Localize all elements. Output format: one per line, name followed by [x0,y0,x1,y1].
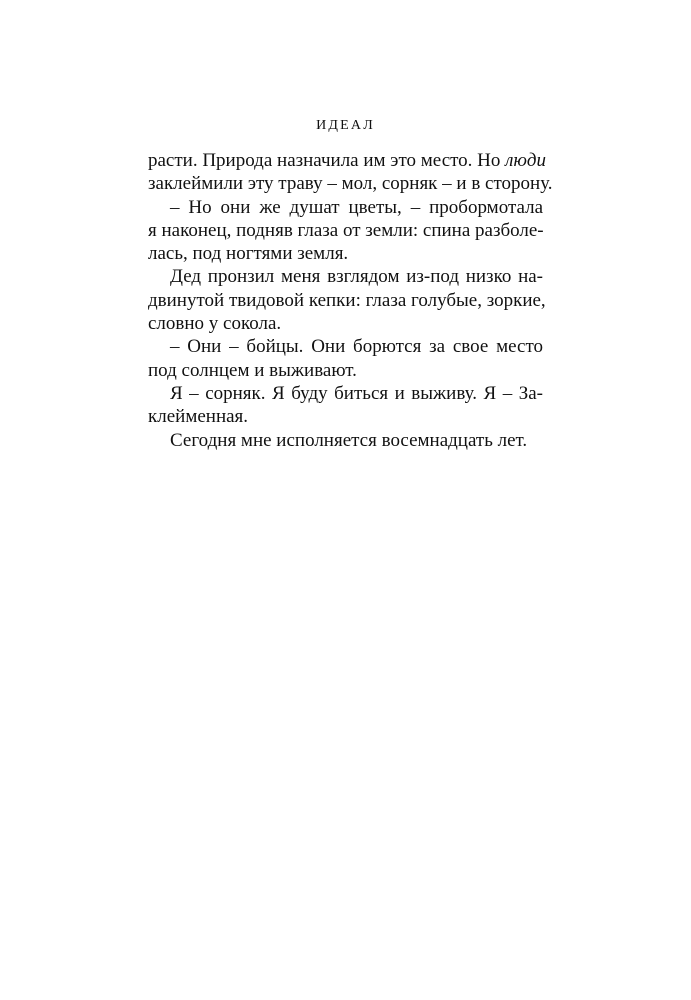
text-line-9: – Они – бойцы. Они борются за свое место [170,336,543,358]
text-line-6: Дед пронзил меня взглядом из-под низко на- [170,266,543,288]
body-text [148,149,553,452]
text-line-10: под солнцем и выживают. [148,359,357,381]
text-line-2: заклеймили эту траву – мол, сорняк – и в сторону. [148,173,553,195]
text-line-1-italic: люди [505,150,546,171]
text-line-1 [148,149,546,172]
text-line-12: клейменная. [148,406,249,428]
text-line-8: словно у сокола. [148,313,282,335]
text-line-13: Сегодня мне исполняется восемнадцать лет. [170,429,528,451]
text-line-4: я наконец, подняв глаза от земли: спина разболе- [148,219,544,241]
text-line-3: – Но они же душат цветы, – пробормотала [170,196,543,218]
text-line-5: лась, под ногтями земля. [148,243,349,265]
text-line-1-main: расти. Природа назначила им это место. Но [148,150,501,171]
text-line-11: Я – сорняк. Я буду биться и выживу. Я – За- [170,382,543,404]
running-head: ИДЕАЛ [316,118,375,133]
text-line-7: двинутой твидовой кепки: глаза голубые, зоркие, [148,289,546,311]
